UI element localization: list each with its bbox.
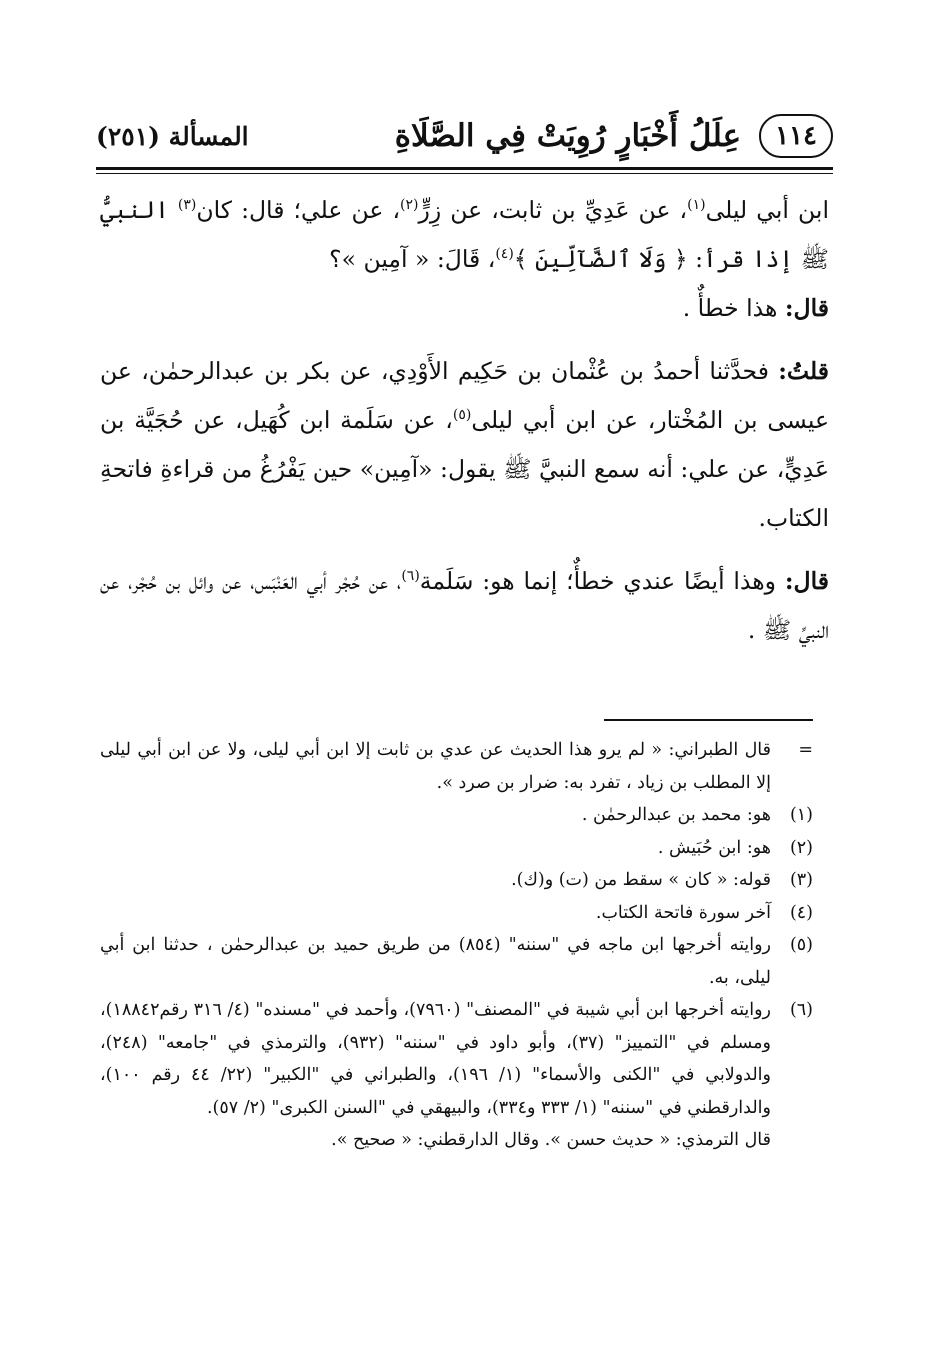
footnote-text: قال الطبراني: « لم يرو هذا الحديث عن عدي بن ثابت إلا ابن أبي ليلى، ولا عن ابن أبي ليلى إلا المطلب بن زياد ، تفرد به: ضرار بن صرد ».	[100, 740, 771, 793]
footnote-mark	[771, 1124, 813, 1157]
header-rule-thick	[96, 167, 833, 170]
footnotes	[100, 734, 813, 1157]
footnote	[100, 994, 813, 1124]
footnote-mark: (٦)	[789, 1000, 813, 1020]
footnote-separator	[604, 719, 813, 721]
text-run: ، عن حُجْر أبي العَنْبَس، عن وائل بن حُجْر، عن النبيِّ ﷺ .	[100, 567, 829, 644]
footnote-mark: (٥)	[789, 935, 813, 955]
issue-number: المسألة (٢٥١)	[96, 121, 249, 151]
footnote-text: آخر سورة فاتحة الكتاب.	[595, 902, 771, 923]
footnote-ref-2: (٢)	[400, 197, 419, 214]
footnote-mark: (٢)	[789, 837, 813, 858]
footnote-mark: (٣)	[789, 870, 813, 890]
footnote-mark: (١)	[789, 805, 813, 825]
header-rule-thin	[96, 173, 833, 174]
footnote-ref-4: (٤)	[495, 246, 514, 263]
footnote	[100, 1124, 813, 1157]
footnote-ref-6: (٦)	[401, 568, 420, 585]
text-run: وهذا أيضًا عندي خطأٌ؛ إنما هو: سَلَمة	[419, 567, 785, 595]
footnote	[100, 734, 813, 799]
footnote-ref-3: (٣)	[177, 197, 197, 214]
footnote-text: قوله: « كان » سقط من (ت) و(ك).	[511, 870, 771, 890]
page-number: ١١٤	[759, 114, 833, 158]
footnote-mark: (٤)	[789, 902, 813, 923]
footnote-text: هو: محمد بن عبدالرحمٰن .	[581, 805, 771, 825]
footnote-ref-1: (١)	[687, 197, 706, 214]
main-text	[100, 186, 829, 655]
footnote-ref-5: (٥)	[452, 407, 472, 424]
paragraph-4	[100, 557, 829, 655]
text-run: النبيُّ ﷺ إذا قرأ: ﴿ وَلَا ٱلضَّآلِّينَ ﴾	[100, 196, 829, 273]
text-run: فحدَّثنا أحمدُ بن عُثْمان بن حَكِيم الأَوْدِي، عن بكر بن عبدالرحمٰن، عن عيسى بن المُخْتار، عن ابن أبي ليلى	[100, 357, 830, 434]
speaker-label: قال:	[784, 294, 829, 322]
speaker-label: قلتُ:	[778, 357, 829, 385]
paragraph-2	[100, 284, 829, 333]
paragraph-3	[100, 347, 829, 543]
text-run: ابن أبي ليلى	[705, 196, 829, 224]
footnote	[100, 929, 813, 994]
footnote	[100, 832, 813, 865]
page-header	[96, 108, 833, 164]
footnote-text: قال الترمذي: « حديث حسن ». وقال الدارقطني: « صحيح ».	[331, 1130, 771, 1150]
speaker-label: قال:	[784, 567, 829, 595]
paragraph-1	[100, 186, 829, 284]
footnote-text: روايته أخرجها ابن أبي شيبة في "المصنف" (٧٩٦٠)، وأحمد في "مسنده" (٤/ ٣١٦ رقم١٨٨٤٢)، ومسلم في "التمييز" (٣٧)، وأبو داود في "سننه" (٩٣٢)، والترمذي في "جامعه" (٢٤٨)، والدولابي في "الكنى والأسماء" (١/ ١٩٦)، والطبراني في "الكبير" (٢٢/ ٤٤ رقم ١٠٠)، والدارقطني في "سننه" (١/ ٣٣٣ و٣٣٤)، والبيهقي في "السنن الكبرى" (٢/ ٥٧).	[100, 1000, 771, 1118]
footnote	[100, 799, 813, 832]
book-title: عِلَلُ أَخْبَارٍ رُوِيَتْ فِي الصَّلَاةِ	[394, 118, 742, 154]
footnote-mark: =	[798, 740, 813, 760]
text-run: هذا خطأٌ .	[682, 294, 785, 322]
footnote-text: هو: ابن حُبَيش .	[657, 837, 771, 858]
footnote	[100, 897, 813, 930]
footnote-text: روايته أخرجها ابن ماجه في "سننه" (٨٥٤) من طريق حميد بن عبدالرحمٰن ، حدثنا ابن أبي ليلى، به.	[100, 935, 771, 988]
footnote	[100, 864, 813, 897]
text-run: ، قَالَ: « آمِين »؟	[329, 245, 496, 273]
text-run: ، عن علي؛ قال: كان	[196, 196, 401, 224]
text-run: ، عن سَلَمة ابن كُهَيل، عن حُجَيَّة بن عَدِيٍّ، عن علي: أنه سمع النبيَّ ﷺ يقول: «آمِين» حين يَفْرُغُ من قراءةِ فاتحةِ الكتاب.	[100, 406, 829, 532]
text-run: ، عن عَدِيِّ بن ثابت، عن زِرٍّ	[418, 196, 688, 224]
